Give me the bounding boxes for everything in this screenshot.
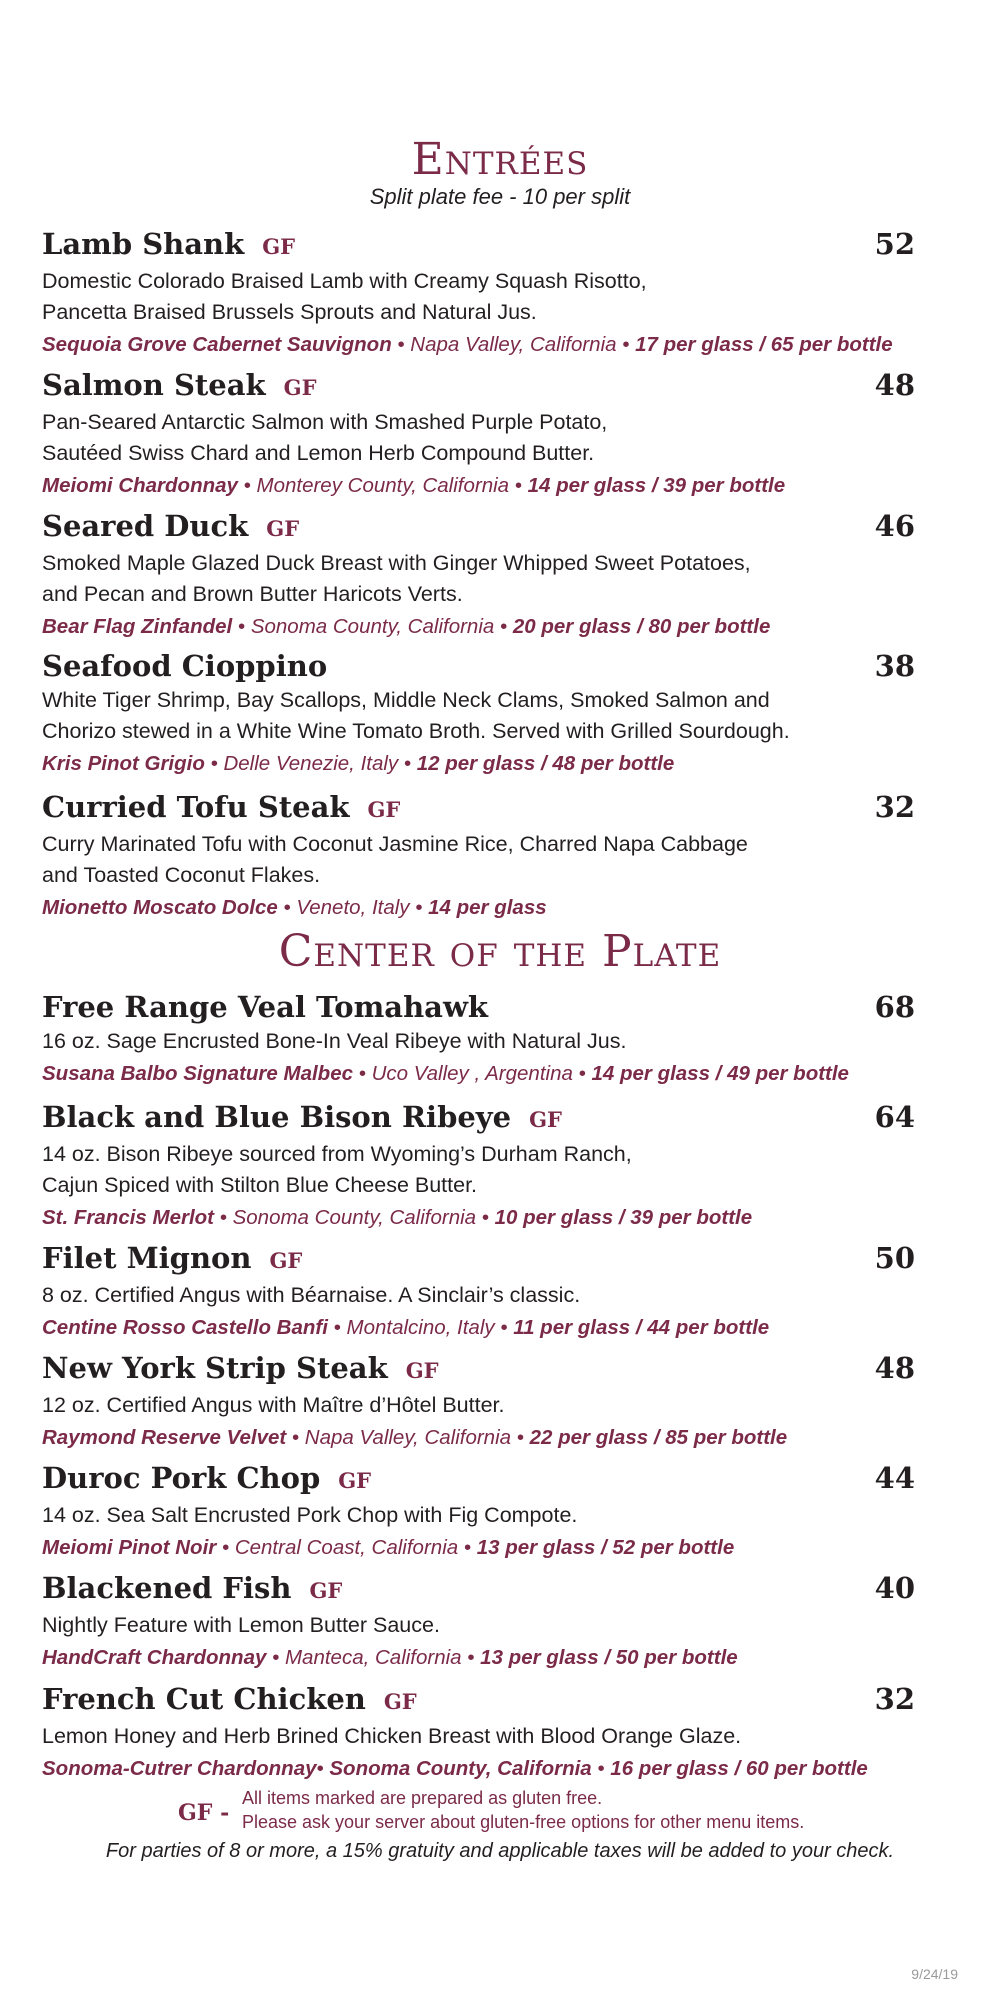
entrees-title: Entrées <box>411 134 589 185</box>
wine-region: Sonoma County, California <box>329 1757 592 1780</box>
menu-item <box>42 1239 962 1343</box>
wine-pairing: Raymond Reserve Velvet • Napa Valley, California • 22 per glass / 85 per bottle <box>42 1426 788 1449</box>
item-name: Duroc Pork Chop <box>42 1461 321 1495</box>
split-plate-note: Split plate fee - 10 per split <box>369 184 631 209</box>
item-name: New York Strip Steak <box>42 1351 388 1385</box>
gf-legend-note <box>242 1786 804 1834</box>
wine-price: 14 per glass <box>428 896 547 919</box>
item-description: Sautéed Swiss Chard and Lemon Herb Compound Butter. <box>42 441 595 465</box>
item-description: Chorizo stewed in a White Wine Tomato Broth. Served with Grilled Sourdough. <box>42 719 790 743</box>
wine-pairing: Sonoma-Cutrer Chardonnay• Sonoma County, California • 16 per glass / 60 per bottle <box>42 1757 868 1780</box>
revision-date: 9/24/19 <box>911 1966 958 1982</box>
wine-region: Monterey County, California <box>256 474 510 497</box>
item-description: and Toasted Coconut Flakes. <box>42 863 321 887</box>
item-description: Smoked Maple Glazed Duck Breast with Ginger Whipped Sweet Potatoes, <box>42 551 751 575</box>
gf-note-line: All items marked are prepared as gluten free. <box>242 1788 603 1808</box>
menu-item <box>42 507 962 642</box>
item-price: 32 <box>874 1682 915 1716</box>
wine-region: Central Coast, California <box>234 1536 459 1559</box>
menu-item <box>42 988 962 1089</box>
item-price: 52 <box>874 227 915 261</box>
wine-price: 10 per glass / 39 per bottle <box>494 1206 753 1229</box>
item-price: 48 <box>874 1351 915 1385</box>
wine-name: Kris Pinot Grigio <box>42 752 205 775</box>
item-price: 32 <box>874 790 915 824</box>
gf-badge: GF <box>529 1107 562 1132</box>
gf-badge: GF <box>405 1358 439 1383</box>
item-name: Blackened Fish <box>42 1571 292 1605</box>
item-name: Salmon Steak <box>42 368 266 402</box>
wine-pairing: Sequoia Grove Cabernet Sauvignon • Napa Valley, California • 17 per glass / 65 per bottle <box>42 333 893 356</box>
menu-item <box>42 1680 962 1784</box>
gf-note-line: Please ask your server about gluten-free options for other menu items. <box>242 1812 805 1832</box>
item-description: Lemon Honey and Herb Brined Chicken Breast with Blood Orange Glaze. <box>42 1724 742 1748</box>
wine-pairing: St. Francis Merlot • Sonoma County, California • 10 per glass / 39 per bottle <box>42 1206 753 1229</box>
gf-badge: GF <box>309 1578 343 1603</box>
wine-name: Raymond Reserve Velvet <box>42 1426 287 1449</box>
item-name: Filet Mignon <box>42 1241 252 1275</box>
center-of-plate-title: Center of the Plate <box>278 926 722 977</box>
menu-item <box>42 1459 962 1563</box>
item-description: 8 oz. Certified Angus with Béarnaise. A Sinclair’s classic. <box>42 1283 581 1307</box>
item-price: 48 <box>874 368 915 402</box>
wine-pairing: Mionetto Moscato Dolce • Veneto, Italy • 14 per glass <box>42 896 547 919</box>
wine-price: 13 per glass / 52 per bottle <box>476 1536 735 1559</box>
wine-price: 13 per glass / 50 per bottle <box>480 1646 738 1669</box>
menu-item <box>42 225 962 360</box>
item-description: Pan-Seared Antarctic Salmon with Smashed Purple Potato, <box>42 410 608 434</box>
item-price: 40 <box>874 1571 915 1605</box>
wine-price: 20 per glass / 80 per bottle <box>512 615 771 638</box>
menu-item <box>42 1569 962 1673</box>
item-price: 46 <box>874 509 915 543</box>
wine-region: Napa Valley, California <box>410 333 617 356</box>
wine-price: 14 per glass / 39 per bottle <box>527 474 786 497</box>
wine-name: HandCraft Chardonnay <box>42 1646 267 1669</box>
wine-region: Veneto, Italy <box>296 896 410 919</box>
item-name: Seared Duck <box>42 509 249 543</box>
wine-price: 11 per glass / 44 per bottle <box>513 1316 770 1339</box>
wine-pairing: Centine Rosso Castello Banfi • Montalcino, Italy • 11 per glass / 44 per bottle <box>42 1316 770 1339</box>
wine-region: Montalcino, Italy <box>346 1316 495 1339</box>
wine-price: 14 per glass / 49 per bottle <box>591 1062 849 1085</box>
wine-price: 17 per glass / 65 per bottle <box>635 333 893 356</box>
wine-pairing: Bear Flag Zinfandel • Sonoma County, California • 20 per glass / 80 per bottle <box>42 615 771 638</box>
item-description: Nightly Feature with Lemon Butter Sauce. <box>42 1613 440 1637</box>
menu-item <box>42 366 962 501</box>
wine-region: Sonoma County, California <box>232 1206 477 1229</box>
item-description: 14 oz. Bison Ribeye sourced from Wyoming’s Durham Ranch, <box>42 1142 632 1166</box>
item-price: 38 <box>874 649 915 683</box>
wine-name: St. Francis Merlot <box>42 1206 215 1229</box>
wine-pairing: Susana Balbo Signature Malbec • Uco Valley , Argentina • 14 per glass / 49 per bottle <box>42 1062 849 1085</box>
item-name: Lamb Shank <box>42 227 245 261</box>
item-description: Pancetta Braised Brussels Sprouts and Natural Jus. <box>42 300 537 324</box>
item-name: Curried Tofu Steak <box>42 790 350 824</box>
wine-pairing: HandCraft Chardonnay • Manteca, California • 13 per glass / 50 per bottle <box>42 1646 738 1669</box>
wine-price: 16 per glass / 60 per bottle <box>610 1757 868 1780</box>
gratuity-note: For parties of 8 or more, a 15% gratuity and applicable taxes will be added to your check. <box>105 1840 895 1862</box>
gf-badge: GF <box>383 1689 417 1714</box>
gf-legend-key: GF - <box>178 1800 230 1826</box>
item-price: 50 <box>874 1241 915 1275</box>
gf-badge: GF <box>269 1248 303 1273</box>
wine-name: Susana Balbo Signature Malbec <box>42 1062 353 1085</box>
item-name: Free Range Veal Tomahawk <box>42 990 489 1024</box>
wine-region: Delle Venezie, Italy <box>223 752 399 775</box>
item-description: White Tiger Shrimp, Bay Scallops, Middle Neck Clams, Smoked Salmon and <box>42 688 770 712</box>
menu-item <box>42 788 962 923</box>
wine-pairing: Meiomi Pinot Noir • Central Coast, California • 13 per glass / 52 per bottle <box>42 1536 735 1559</box>
item-description: Curry Marinated Tofu with Coconut Jasmine Rice, Charred Napa Cabbage <box>42 832 748 856</box>
item-description: Domestic Colorado Braised Lamb with Creamy Squash Risotto, <box>42 269 647 293</box>
item-name: Seafood Cioppino <box>42 649 328 683</box>
gf-badge: GF <box>338 1468 372 1493</box>
gf-badge: GF <box>262 234 296 259</box>
item-price: 68 <box>874 990 915 1024</box>
wine-region: Sonoma County, California <box>250 615 495 638</box>
wine-region: Napa Valley, California <box>304 1426 512 1449</box>
wine-pairing: Meiomi Chardonnay • Monterey County, California • 14 per glass / 39 per bottle <box>42 474 786 497</box>
menu-item <box>42 1349 962 1453</box>
item-price: 64 <box>874 1100 915 1134</box>
menu-item <box>42 1098 962 1233</box>
item-name: French Cut Chicken <box>42 1682 366 1716</box>
gf-badge: GF <box>266 516 300 541</box>
wine-region: Uco Valley , Argentina <box>371 1062 573 1085</box>
menu-item <box>42 647 962 779</box>
wine-name: Sonoma-Cutrer Chardonnay <box>42 1757 317 1780</box>
wine-name: Mionetto Moscato Dolce <box>42 896 278 919</box>
wine-name: Sequoia Grove Cabernet Sauvignon <box>42 333 392 356</box>
item-name: Black and Blue Bison Ribeye <box>42 1100 512 1134</box>
item-description: Cajun Spiced with Stilton Blue Cheese Butter. <box>42 1173 478 1197</box>
item-description: 16 oz. Sage Encrusted Bone-In Veal Ribeye with Natural Jus. <box>42 1029 627 1053</box>
wine-name: Meiomi Chardonnay <box>42 474 238 497</box>
wine-price: 12 per glass / 48 per bottle <box>416 752 675 775</box>
item-description: and Pecan and Brown Butter Haricots Verts. <box>42 582 463 606</box>
item-description: 14 oz. Sea Salt Encrusted Pork Chop with Fig Compote. <box>42 1503 578 1527</box>
wine-name: Meiomi Pinot Noir <box>42 1536 222 1559</box>
wine-name: Centine Rosso Castello Banfi <box>42 1316 328 1339</box>
item-description: 12 oz. Certified Angus with Maître d’Hôtel Butter. <box>42 1393 505 1417</box>
gf-badge: GF <box>367 797 401 822</box>
wine-name: Bear Flag Zinfandel <box>42 615 233 638</box>
item-price: 44 <box>874 1461 915 1495</box>
gf-badge: GF <box>283 375 317 400</box>
wine-region: Manteca, California <box>284 1646 462 1669</box>
wine-price: 22 per glass / 85 per bottle <box>529 1426 788 1449</box>
wine-pairing: Kris Pinot Grigio • Delle Venezie, Italy • 12 per glass / 48 per bottle <box>42 752 675 775</box>
